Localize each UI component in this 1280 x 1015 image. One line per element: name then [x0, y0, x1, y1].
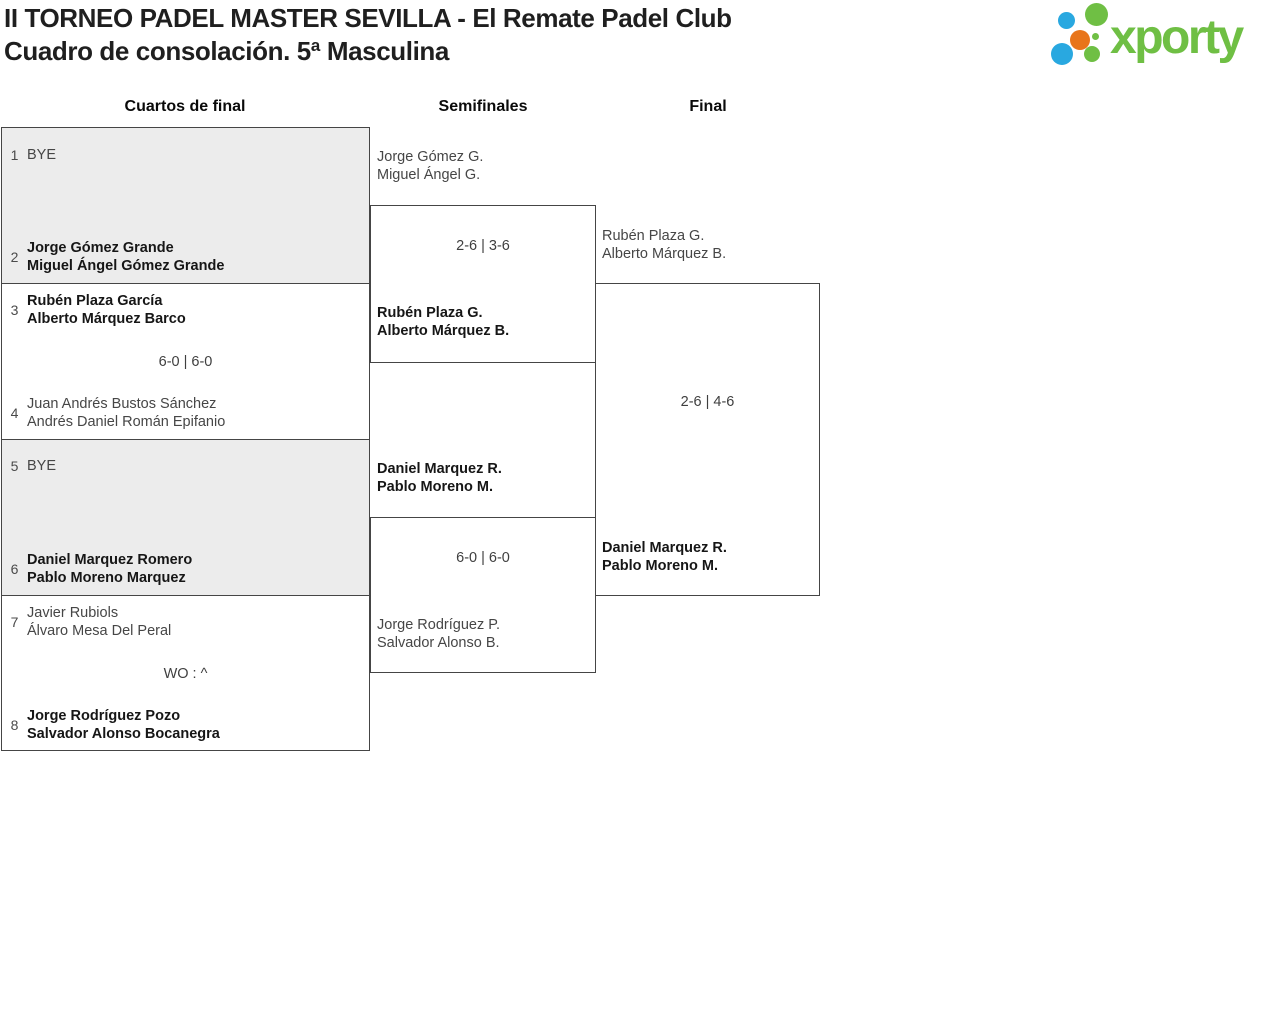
qf2-team-bottom: [8, 395, 358, 431]
page-title: [4, 2, 732, 68]
final-team-top: [602, 227, 814, 263]
tournament-title: II TORNEO PADEL MASTER SEVILLA - El Remate Padel Club: [4, 3, 732, 33]
team-names: [27, 457, 56, 475]
player-line: Daniel Marquez R.: [602, 540, 727, 556]
logo-dot-green-tiny-icon: [1092, 33, 1099, 40]
team-names: [27, 239, 224, 275]
seed-number: 4: [10, 405, 19, 421]
player-line: Daniel Marquez Romero: [27, 552, 193, 568]
seed-number: 8: [10, 717, 19, 733]
player-line: Salvador Alonso Bocanegra: [27, 726, 220, 742]
player-line: Daniel Marquez R.: [377, 461, 502, 477]
player-line: Jorge Rodríguez Pozo: [27, 708, 181, 724]
player-line: Pablo Moreno Marquez: [27, 570, 186, 586]
seed-number: 1: [10, 147, 19, 163]
xporty-logo[interactable]: [1048, 0, 1278, 76]
xporty-logo-text: xporty: [1110, 11, 1242, 64]
qf4-team-bottom: [8, 707, 358, 743]
qf1-team-top: [8, 146, 358, 164]
team-names: [377, 616, 500, 652]
team-names: [27, 707, 220, 743]
player-line: Pablo Moreno M.: [377, 479, 493, 495]
player-line: Álvaro Mesa Del Peral: [27, 623, 172, 639]
team-names: [377, 304, 509, 340]
team-names: [602, 539, 727, 575]
team-names: [602, 227, 726, 263]
team-names: [27, 395, 225, 431]
bracket-subtitle: Cuadro de consolación. 5ª Masculina: [4, 36, 449, 66]
logo-dot-green-big-icon: [1085, 3, 1108, 26]
player-line: BYE: [27, 147, 57, 163]
sf2-team-top: [377, 460, 589, 496]
player-line: Jorge Gómez G.: [377, 149, 484, 165]
player-line: Salvador Alonso B.: [377, 635, 500, 651]
seed-number: 6: [10, 561, 19, 577]
round-header-cuartos-de-final: Cuartos de final: [124, 98, 246, 115]
player-line: Pablo Moreno M.: [602, 558, 718, 574]
logo-dot-blue-small-icon: [1058, 12, 1075, 29]
player-line: Miguel Ángel Gómez Grande: [27, 258, 225, 274]
sf1-team-top: [377, 148, 589, 184]
sf2-score: 6-0 | 6-0: [456, 550, 510, 566]
logo-dot-blue-big-icon: [1051, 43, 1073, 65]
qf4-team-top: [8, 604, 358, 640]
seed-number: 7: [10, 614, 19, 630]
player-line: Alberto Márquez Barco: [27, 311, 186, 327]
round-header-semifinales: Semifinales: [438, 98, 528, 115]
qf3-team-bottom: [8, 551, 358, 587]
player-line: Andrés Daniel Román Epifanio: [27, 414, 226, 430]
team-names: [377, 148, 483, 184]
logo-dot-green-small-icon: [1084, 46, 1100, 62]
final-team-bottom: [602, 539, 814, 575]
player-line: Alberto Márquez B.: [377, 323, 510, 339]
player-line: Alberto Márquez B.: [602, 246, 727, 262]
team-names: [27, 551, 192, 587]
team-names: [27, 146, 56, 164]
player-line: Rubén Plaza G.: [602, 228, 705, 244]
seed-number: 5: [10, 458, 19, 474]
round-header-final: Final: [689, 98, 727, 115]
seed-number: 3: [10, 302, 19, 318]
player-line: Rubén Plaza G.: [377, 305, 483, 321]
qf2-team-top: [8, 292, 358, 328]
team-names: [27, 292, 186, 328]
sf1-score: 2-6 | 3-6: [456, 238, 510, 254]
player-line: Juan Andrés Bustos Sánchez: [27, 396, 217, 412]
team-names: [377, 460, 502, 496]
player-line: Jorge Rodríguez P.: [377, 617, 501, 633]
qf4-score: WO : ^: [163, 666, 208, 682]
player-line: Miguel Ángel G.: [377, 167, 481, 183]
qf1-team-bottom: [8, 239, 358, 275]
player-line: BYE: [27, 458, 57, 474]
sf2-team-bottom: [377, 616, 589, 652]
player-line: Rubén Plaza García: [27, 293, 163, 309]
qf2-score: 6-0 | 6-0: [158, 354, 213, 370]
final-score: 2-6 | 4-6: [680, 394, 735, 410]
sf1-team-bottom: [377, 304, 589, 340]
qf3-team-top: [8, 457, 358, 475]
player-line: Javier Rubiols: [27, 605, 119, 621]
seed-number: 2: [10, 249, 19, 265]
team-names: [27, 604, 171, 640]
player-line: Jorge Gómez Grande: [27, 240, 174, 256]
